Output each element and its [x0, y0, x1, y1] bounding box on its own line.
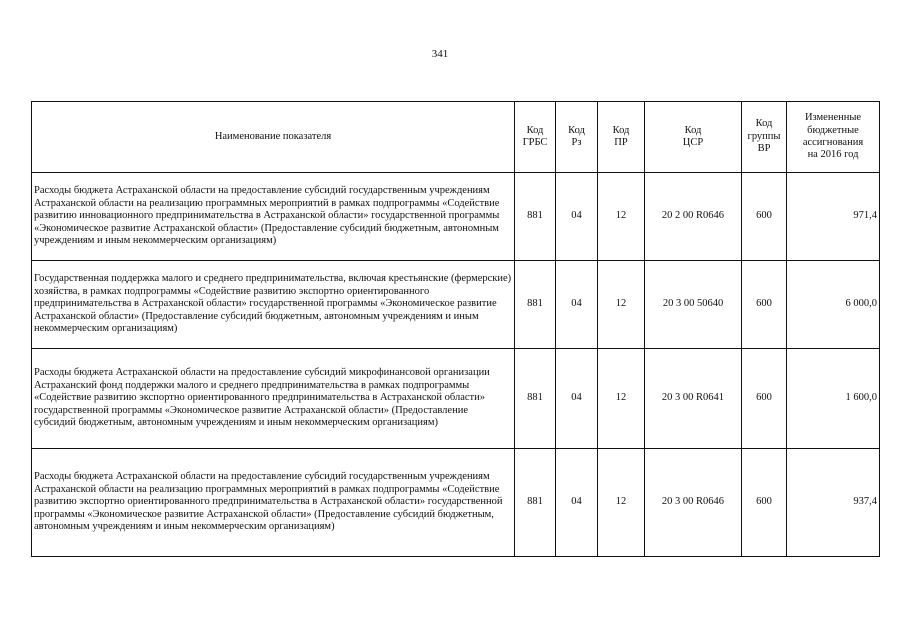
page-number: 341: [431, 48, 449, 60]
header-rz: Код Рз: [556, 102, 598, 173]
row-csr: 20 3 00 R0646: [645, 449, 742, 557]
row-csr: 20 3 00 R0641: [645, 349, 742, 449]
row-name: Расходы бюджета Астраханской области на предоставление субсидий микрофинансовой организации Астраханский фонд поддержки малого и среднего предпринимательства в рамках подпрограммы «Содействие развитию экспортно ориентированного предпринимательства в Астраханской области» государственной программы «Экономическое развитие Астраханской области» (Предоставление субсидий бюджетным, автономным учреждениям и иным некоммерческим организациям): [32, 349, 515, 449]
row-pr: 12: [598, 449, 645, 557]
table-row: [32, 349, 880, 449]
header-vr: Код группы ВР: [742, 102, 787, 173]
row-rz: 04: [556, 173, 598, 261]
row-pr: 12: [598, 349, 645, 449]
header-name: Наименование показателя: [32, 102, 515, 173]
row-name: Государственная поддержка малого и среднего предпринимательства, включая крестьянские (фермерские) хозяйства, в рамках подпрограммы «Содействие развитию экспортно ориентированного предпринимательства в Астраханской области» государственной программы «Экономическое развитие Астраханской области» (Предоставление субсидий бюджетным, автономным учреждениям и иным некоммерческим организациям): [32, 261, 515, 349]
row-amount: 937,4: [787, 449, 880, 557]
table-header-row: [32, 102, 880, 173]
row-grbs: 881: [515, 349, 556, 449]
table-row: [32, 173, 880, 261]
row-rz: 04: [556, 349, 598, 449]
row-grbs: 881: [515, 261, 556, 349]
row-grbs: 881: [515, 173, 556, 261]
table-row: [32, 261, 880, 349]
row-amount: 1 600,0: [787, 349, 880, 449]
row-csr: 20 2 00 R0646: [645, 173, 742, 261]
row-name: Расходы бюджета Астраханской области на предоставление субсидий государственным учреждениям Астраханской области на реализацию программных мероприятий в рамках подпрограммы «Содействие развитию экспортно ориентированного предпринимательства в Астраханской области» государственной программы «Экономическое развитие Астраханской области» (Предоставление субсидий бюджетным, автономным учреждениям и иным некоммерческим организациям): [32, 449, 515, 557]
row-amount: 6 000,0: [787, 261, 880, 349]
row-vr: 600: [742, 449, 787, 557]
header-amount: Измененные бюджетные ассигнования на 2016 год: [787, 102, 880, 173]
header-grbs: Код ГРБС: [515, 102, 556, 173]
row-grbs: 881: [515, 449, 556, 557]
row-vr: 600: [742, 173, 787, 261]
row-amount: 971,4: [787, 173, 880, 261]
row-rz: 04: [556, 261, 598, 349]
row-rz: 04: [556, 449, 598, 557]
header-pr: Код ПР: [598, 102, 645, 173]
budget-table: [31, 101, 880, 557]
row-csr: 20 3 00 50640: [645, 261, 742, 349]
header-csr: Код ЦСР: [645, 102, 742, 173]
row-pr: 12: [598, 261, 645, 349]
row-pr: 12: [598, 173, 645, 261]
row-vr: 600: [742, 261, 787, 349]
row-name: Расходы бюджета Астраханской области на предоставление субсидий государственным учреждениям Астраханской области на реализацию программных мероприятий в рамках подпрограммы «Содействие развитию инновационного предпринимательства в Астраханской области» государственной программы «Экономическое развитие Астраханской области» (Предоставление субсидий бюджетным, автономным учреждениям и иным некоммерческим организациям): [32, 173, 515, 261]
row-vr: 600: [742, 349, 787, 449]
table-row: [32, 449, 880, 557]
